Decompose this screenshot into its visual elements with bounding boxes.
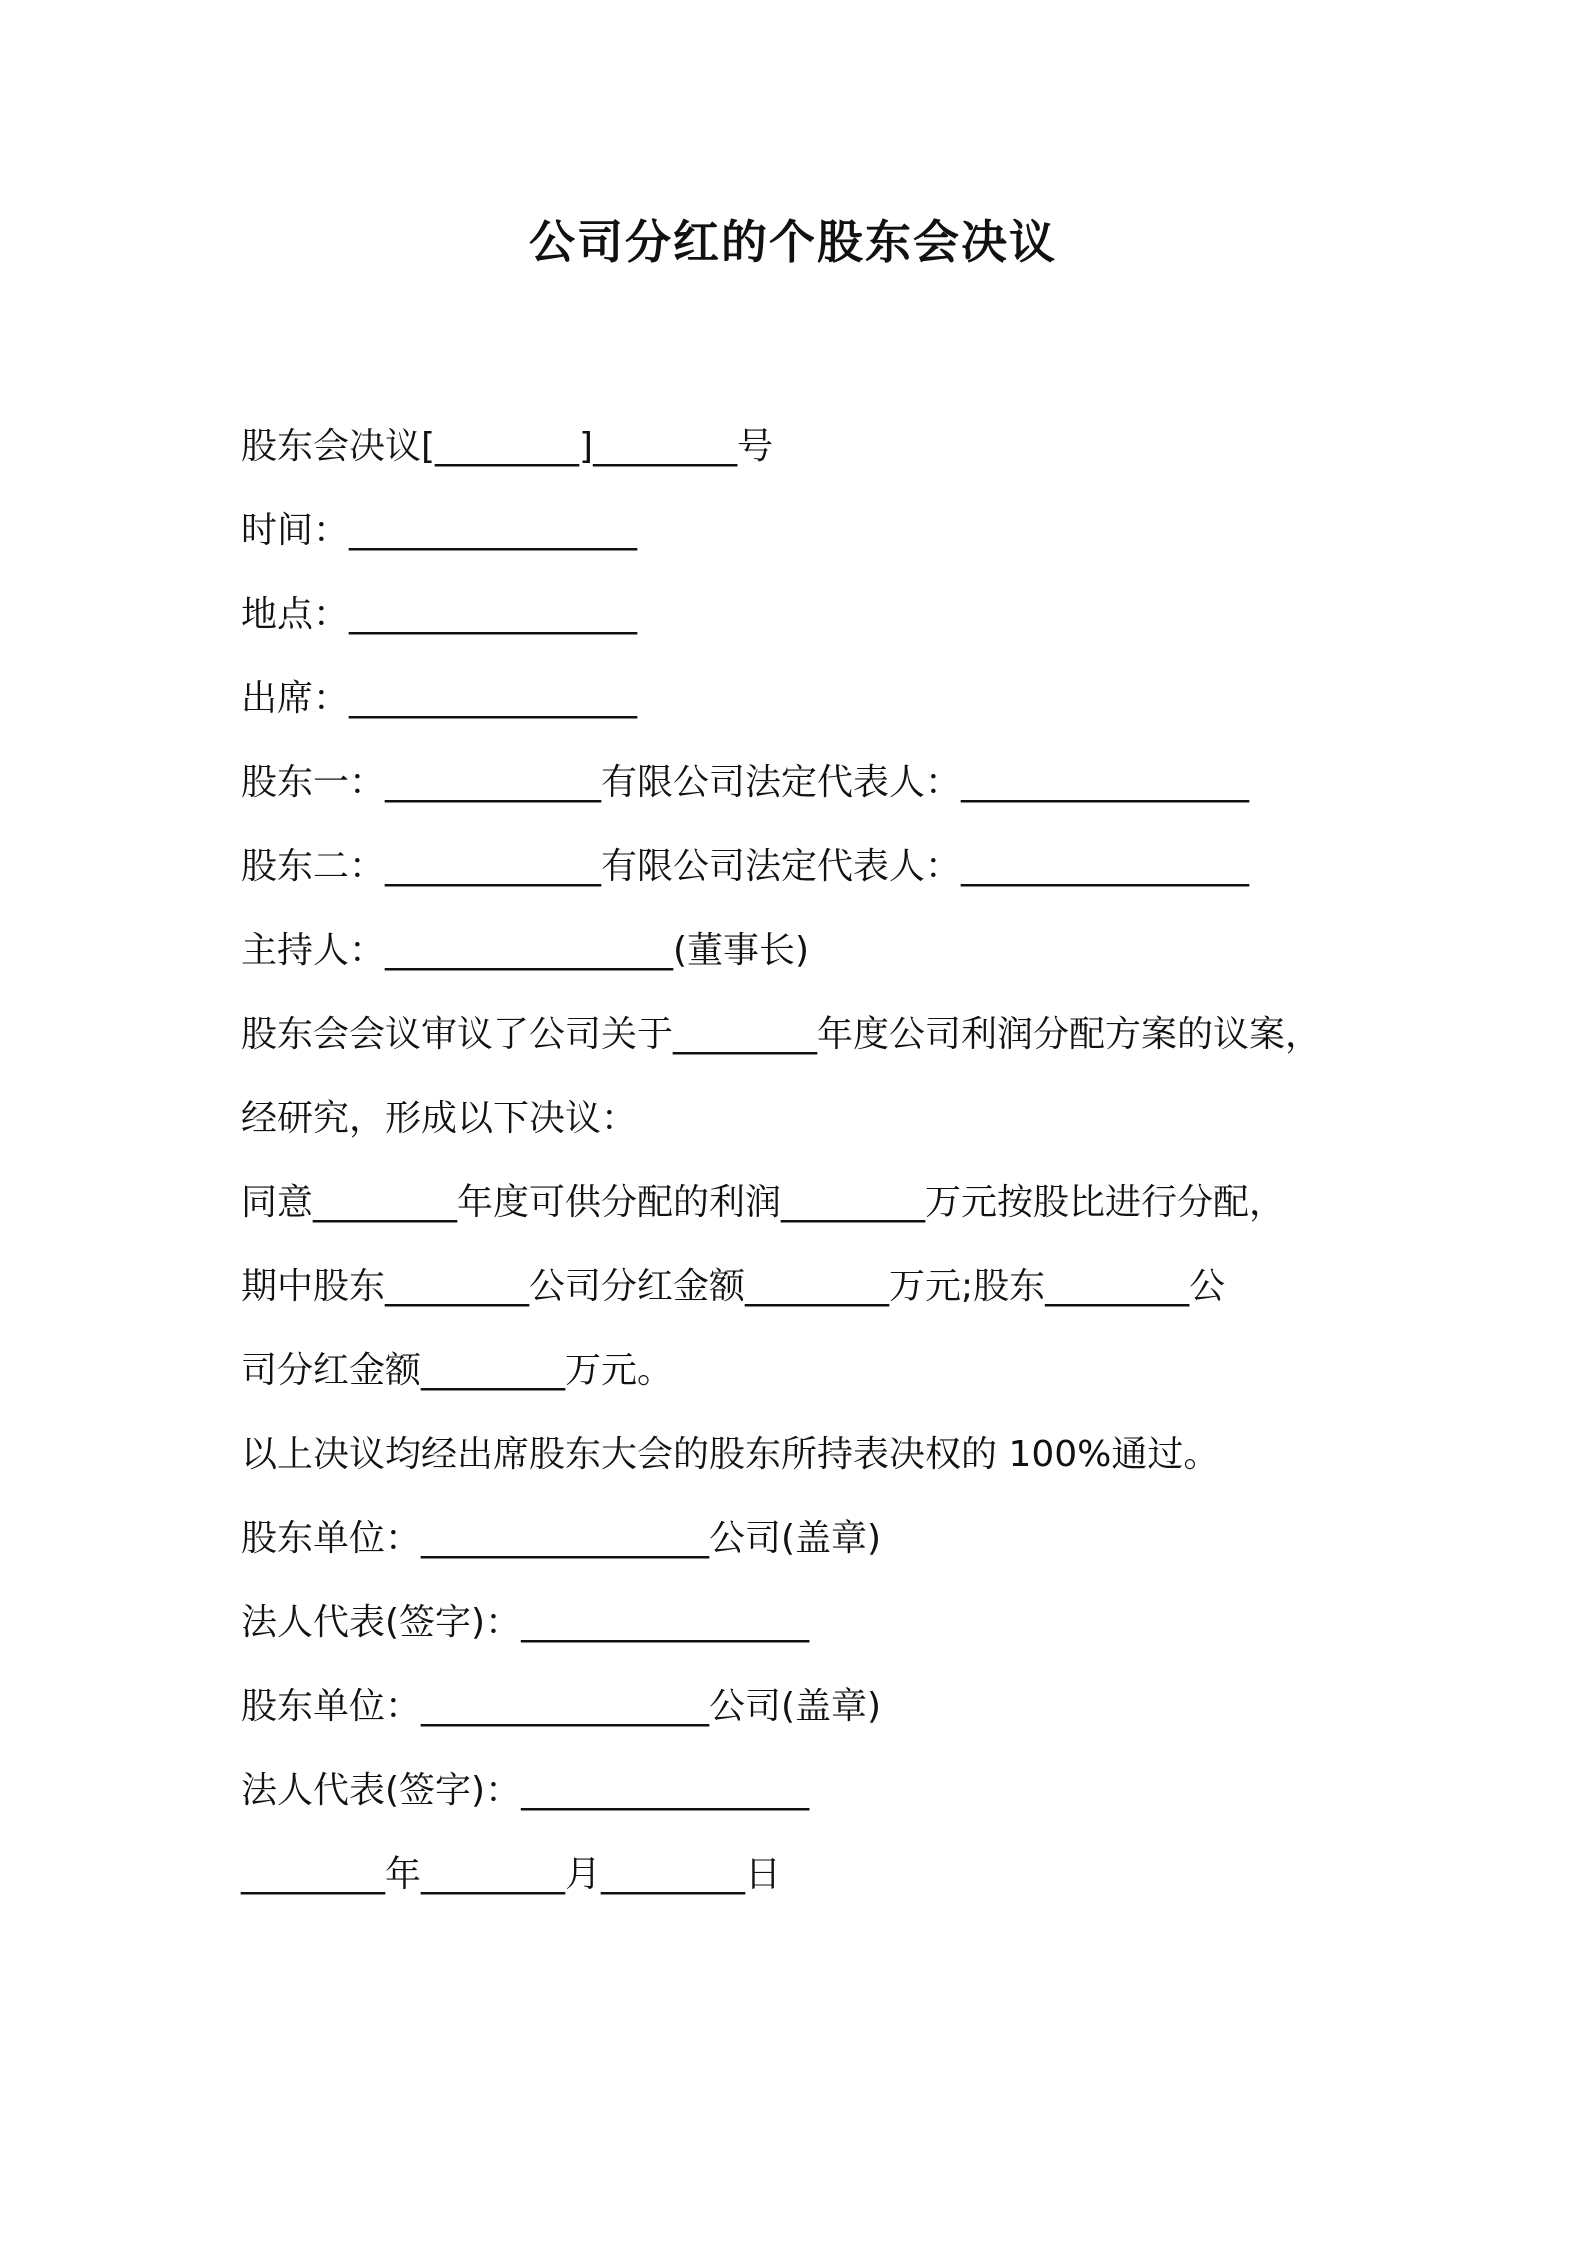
profit-distribution-line: 同意________年度可供分配的利润________万元按股比进行分配， <box>241 1182 1286 1223</box>
resolution-number-line: 股东会决议[________]________号 <box>241 426 774 467</box>
location-line: 地点：________________ <box>241 594 638 635</box>
approval-statement-line: 以上决议均经出席股东大会的股东所持表决权的 100%通过。 <box>241 1434 1220 1475</box>
dividend-amount-line: 期中股东________公司分红金额________万元;股东________公 <box>241 1266 1226 1307</box>
host-line: 主持人：________________(董事长) <box>241 930 810 971</box>
time-line: 时间：________________ <box>241 510 638 551</box>
shareholder-two-line: 股东二：____________有限公司法定代表人：________________ <box>241 846 1250 887</box>
legal-representative-line-one: 法人代表(签字)：________________ <box>241 1602 810 1643</box>
shareholder-unit-line-two: 股东单位：________________公司(盖章) <box>241 1686 882 1727</box>
legal-representative-line-two: 法人代表(签字)：________________ <box>241 1770 810 1811</box>
attendance-line: 出席：________________ <box>241 678 638 719</box>
shareholder-one-line: 股东一：____________有限公司法定代表人：________________ <box>241 762 1250 803</box>
document-title: 公司分红的个股东会决议 <box>529 215 1057 269</box>
document-body <box>241 405 1401 1917</box>
date-line: ________年________月________日 <box>241 1854 781 1895</box>
shareholder-unit-line-one: 股东单位：________________公司(盖章) <box>241 1518 882 1559</box>
proposal-line: 股东会会议审议了公司关于________年度公司利润分配方案的议案， <box>241 1014 1322 1055</box>
dividend-amount-continued-line: 司分红金额________万元。 <box>241 1350 674 1391</box>
resolution-intro-line: 经研究，形成以下决议： <box>241 1098 638 1139</box>
